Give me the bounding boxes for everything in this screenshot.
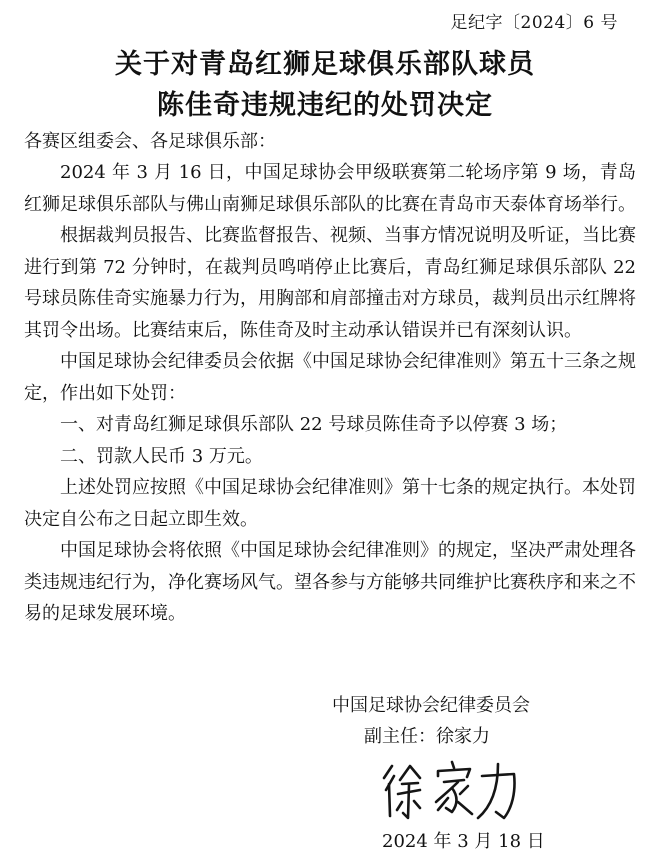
paragraph-closing: 中国足球协会将依照《中国足球协会纪律准则》的规定，坚决严肃处理各类违规违纪行为，净化赛场风气。望各参与方能够共同维护比赛秩序和来之不易的足球发展环境。 [24,540,636,624]
document-body [24,157,636,630]
penalty-item-suspension: 一、对青岛红狮足球俱乐部队 22 号球员陈佳奇予以停赛 3 场； [60,414,568,435]
paragraph-match-info: 2024 年 3 月 16 日，中国足球协会甲级联赛第二轮场序第 9 场，青岛红狮足球俱乐部队与佛山南狮足球俱乐部队的比赛在青岛市天泰体育场举行。 [24,162,636,215]
handwritten-signature [378,758,528,824]
document-number: 足纪字〔2024〕6 号 [450,13,618,33]
paragraph-execution: 上述处罚应按照《中国足球协会纪律准则》第十七条的规定执行。本处罚决定自公布之日起立即生效。 [24,477,636,530]
title-line-1: 关于对青岛红狮足球俱乐部队球员 [115,49,535,80]
paragraph-basis: 中国足球协会纪律委员会依据《中国足球协会纪律准则》第五十三条之规定，作出如下处罚： [24,351,636,404]
document-title [0,44,650,126]
salutation: 各赛区组委会、各足球俱乐部： [24,131,276,152]
signature-date: 2024 年 3 月 18 日 [382,831,545,852]
signatory-organization: 中国足球协会纪律委员会 [332,695,530,716]
penalty-item-fine: 二、罚款人民币 3 万元。 [60,445,263,467]
title-line-2: 陈佳奇违规违纪的处罚决定 [157,90,493,121]
paragraph-incident: 根据裁判员报告、比赛监督报告、视频、当事方情况说明及听证，当比赛进行到第 72 分钟时，在裁判员鸣哨停止比赛后，青岛红狮足球俱乐部队 22 号球员陈佳奇实施暴力行为，用胸部和肩部撞击对方球员，裁判员出示红牌将其罚令出场。比赛结束后，陈佳奇及时主动承认错误并已有深刻认识。 [24,225,636,341]
signatory-person: 副主任：徐家力 [364,726,490,747]
